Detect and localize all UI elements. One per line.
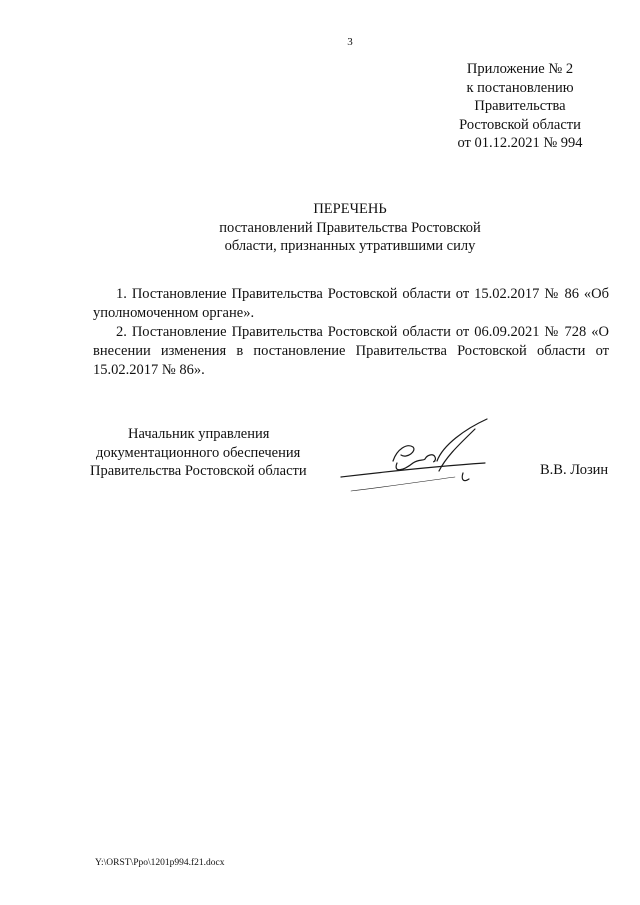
- file-path-footer: Y:\ORST\Ppo\1201p994.f21.docx: [95, 858, 225, 868]
- list-item: 2. Постановление Правительства Ростовской области от 06.09.2021 № 728 «О внесении изменения в постановление Правительства Ростовской области от 15.02.2017 № 86».: [93, 324, 609, 378]
- resolutions-list: [93, 285, 609, 380]
- appendix-line: Ростовской области: [459, 116, 581, 133]
- document-subtitle: постановлений Правительства Ростовской: [219, 219, 481, 236]
- list-item: 1. Постановление Правительства Ростовской области от 15.02.2017 № 86 «Об уполномоченном органе».: [93, 286, 609, 321]
- signer-position-line: Начальник управления: [128, 426, 270, 442]
- appendix-line: от 01.12.2021 № 994: [457, 135, 583, 151]
- page-number: 3: [347, 36, 353, 48]
- signer-position-line: документационного обеспечения: [96, 444, 301, 461]
- document-subtitle: области, признанных утратившими силу: [224, 238, 476, 254]
- handwritten-signature: [335, 415, 500, 497]
- appendix-line: Правительства: [474, 98, 566, 114]
- signer-name: В.В. Лозин: [540, 462, 609, 478]
- document-heading: [200, 200, 500, 256]
- appendix-line: Приложение № 2: [466, 61, 574, 77]
- document-title: ПЕРЕЧЕНЬ: [313, 201, 387, 217]
- appendix-header: [440, 60, 600, 153]
- appendix-line: к постановлению: [466, 79, 574, 96]
- signer-position-line: Правительства Ростовской области: [90, 463, 307, 479]
- signer-position: [90, 425, 330, 481]
